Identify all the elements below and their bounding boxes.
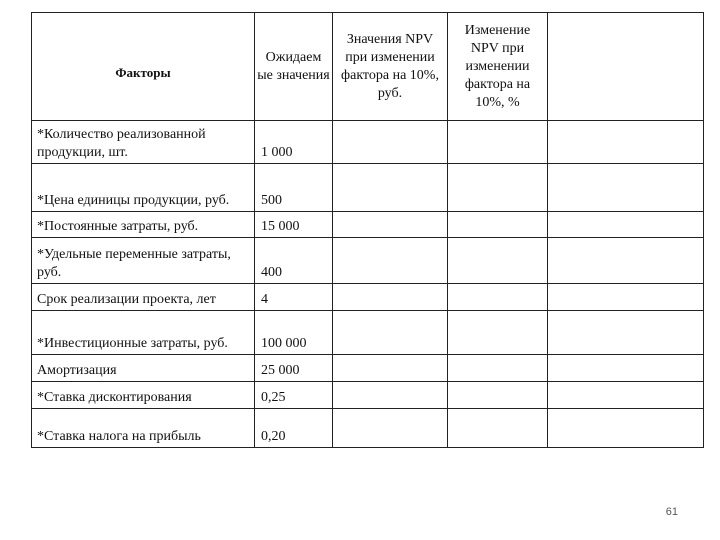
change-cell bbox=[448, 121, 548, 164]
factor-cell: Срок реализации проекта, лет bbox=[32, 284, 255, 311]
factor-cell: *Инвестиционные затраты, руб. bbox=[32, 311, 255, 355]
table-row bbox=[32, 238, 704, 284]
change-cell bbox=[448, 212, 548, 238]
header-npv-values: Значения NPV при изменении фактора на 10%, руб. bbox=[333, 13, 448, 121]
change-cell bbox=[448, 164, 548, 212]
extra-cell bbox=[548, 355, 704, 382]
expected-value-cell: 15 000 bbox=[255, 212, 333, 238]
change-cell bbox=[448, 284, 548, 311]
page-number: 61 bbox=[665, 506, 678, 518]
change-cell bbox=[448, 238, 548, 284]
factor-cell: *Удельные переменные затраты, руб. bbox=[32, 238, 255, 284]
header-npv-change: Изменение NPV при изменении фактора на 10%, % bbox=[448, 13, 548, 121]
extra-cell bbox=[548, 382, 704, 409]
table-row bbox=[32, 311, 704, 355]
factor-cell: *Цена единицы продукции, руб. bbox=[32, 164, 255, 212]
table-row bbox=[32, 121, 704, 164]
header-expected-values: Ожидаем ые значения bbox=[255, 13, 333, 121]
npv-cell bbox=[333, 238, 448, 284]
extra-cell bbox=[548, 164, 704, 212]
extra-cell bbox=[548, 311, 704, 355]
expected-value-cell: 1 000 bbox=[255, 121, 333, 164]
npv-cell bbox=[333, 212, 448, 238]
npv-cell bbox=[333, 121, 448, 164]
extra-cell bbox=[548, 284, 704, 311]
change-cell bbox=[448, 382, 548, 409]
npv-cell bbox=[333, 164, 448, 212]
factor-cell: *Ставка налога на прибыль bbox=[32, 409, 255, 448]
expected-value-cell: 100 000 bbox=[255, 311, 333, 355]
extra-cell bbox=[548, 409, 704, 448]
expected-value-cell: 0,25 bbox=[255, 382, 333, 409]
extra-cell bbox=[548, 121, 704, 164]
expected-value-cell: 500 bbox=[255, 164, 333, 212]
factor-cell: *Постоянные затраты, руб. bbox=[32, 212, 255, 238]
factor-cell: Амортизация bbox=[32, 355, 255, 382]
expected-value-cell: 25 000 bbox=[255, 355, 333, 382]
npv-cell bbox=[333, 355, 448, 382]
table-row bbox=[32, 382, 704, 409]
change-cell bbox=[448, 355, 548, 382]
table-row bbox=[32, 212, 704, 238]
table-row bbox=[32, 355, 704, 382]
factor-cell: *Количество реализованной продукции, шт. bbox=[32, 121, 255, 164]
npv-cell bbox=[333, 409, 448, 448]
header-factors: Факторы bbox=[32, 13, 255, 121]
change-cell bbox=[448, 311, 548, 355]
expected-value-cell: 4 bbox=[255, 284, 333, 311]
header-empty bbox=[548, 13, 704, 121]
npv-cell bbox=[333, 311, 448, 355]
change-cell bbox=[448, 409, 548, 448]
extra-cell bbox=[548, 212, 704, 238]
table-row bbox=[32, 284, 704, 311]
factor-cell: *Ставка дисконтирования bbox=[32, 382, 255, 409]
npv-cell bbox=[333, 382, 448, 409]
table-row bbox=[32, 409, 704, 448]
factors-table bbox=[31, 12, 704, 448]
npv-cell bbox=[333, 284, 448, 311]
expected-value-cell: 0,20 bbox=[255, 409, 333, 448]
expected-value-cell: 400 bbox=[255, 238, 333, 284]
extra-cell bbox=[548, 238, 704, 284]
table-row bbox=[32, 164, 704, 212]
table-header-row bbox=[32, 13, 704, 121]
